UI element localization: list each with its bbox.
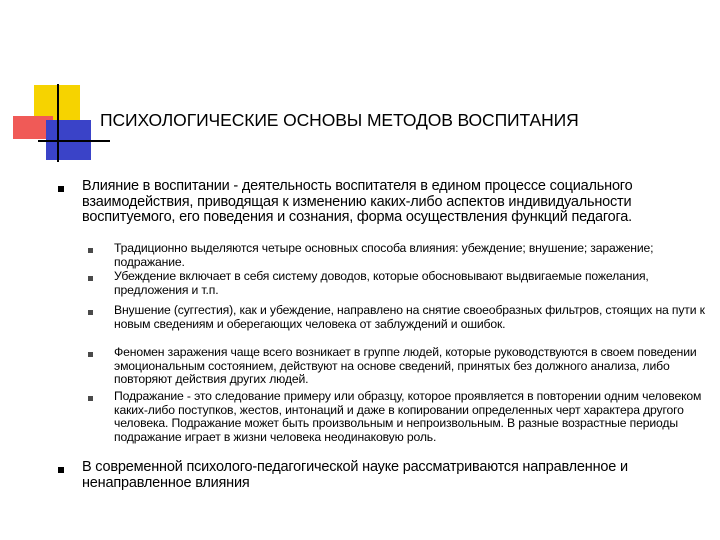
sub-bullet-square-icon xyxy=(88,248,93,253)
sub-bullet-1: Традиционно выделяются четыре основных способа влияния: убеждение; внушение; заражение; подражание. xyxy=(114,241,654,269)
bullet-square-icon xyxy=(58,186,64,192)
sub-bullet-5: Подражание - это следование примеру или образцу, которое проявляется в повторении одним человеком каких-либо поступков, жестов, интонаций и даже в копировании определенных черт характера другого человека. Подражание может быть произвольным и непроизвольным. В разные возрастные периоды подражание играет в жизни человека неодинаковую роль. xyxy=(114,389,702,444)
sub-bullet-4: Феномен заражения чаще всего возникает в группе людей, которые руководствуются в своем поведении эмоциональным состоянием, действуют на основе сведений, принятых без должного анализа, либо повторяют действия других людей. xyxy=(114,345,697,387)
sub-bullet-square-icon xyxy=(88,310,93,315)
bullet-square-icon xyxy=(58,467,64,473)
sub-bullet-square-icon xyxy=(88,396,93,401)
slide-title: ПСИХОЛОГИЧЕСКИЕ ОСНОВЫ МЕТОДОВ ВОСПИТАНИЯ xyxy=(100,110,579,130)
sub-bullet-square-icon xyxy=(88,276,93,281)
decor-vertical-line xyxy=(57,84,59,162)
main-bullet-1: Влияние в воспитании - деятельность воспитателя в едином процессе социального взаимодействия, приводящая к изменению каких-либо аспектов индивидуальности воспитуемого, его поведения и сознания, форма осуществления функций педагога. xyxy=(82,178,633,225)
sub-bullet-2: Убеждение включает в себя систему доводов, которые обосновывают выдвигаемые пожелания, предложения и т.п. xyxy=(114,269,649,297)
decor-horizontal-line xyxy=(38,140,110,142)
sub-bullet-square-icon xyxy=(88,352,93,357)
sub-bullet-3: Внушение (суггестия), как и убеждение, направлено на снятие своеобразных фильтров, стоящих на пути к новым сведениям и оберегающих человека от заблуждений и ошибок. xyxy=(114,303,705,331)
main-bullet-2: В современной психолого-педагогической науке рассматриваются направленное и ненаправленное влияния xyxy=(82,459,628,491)
